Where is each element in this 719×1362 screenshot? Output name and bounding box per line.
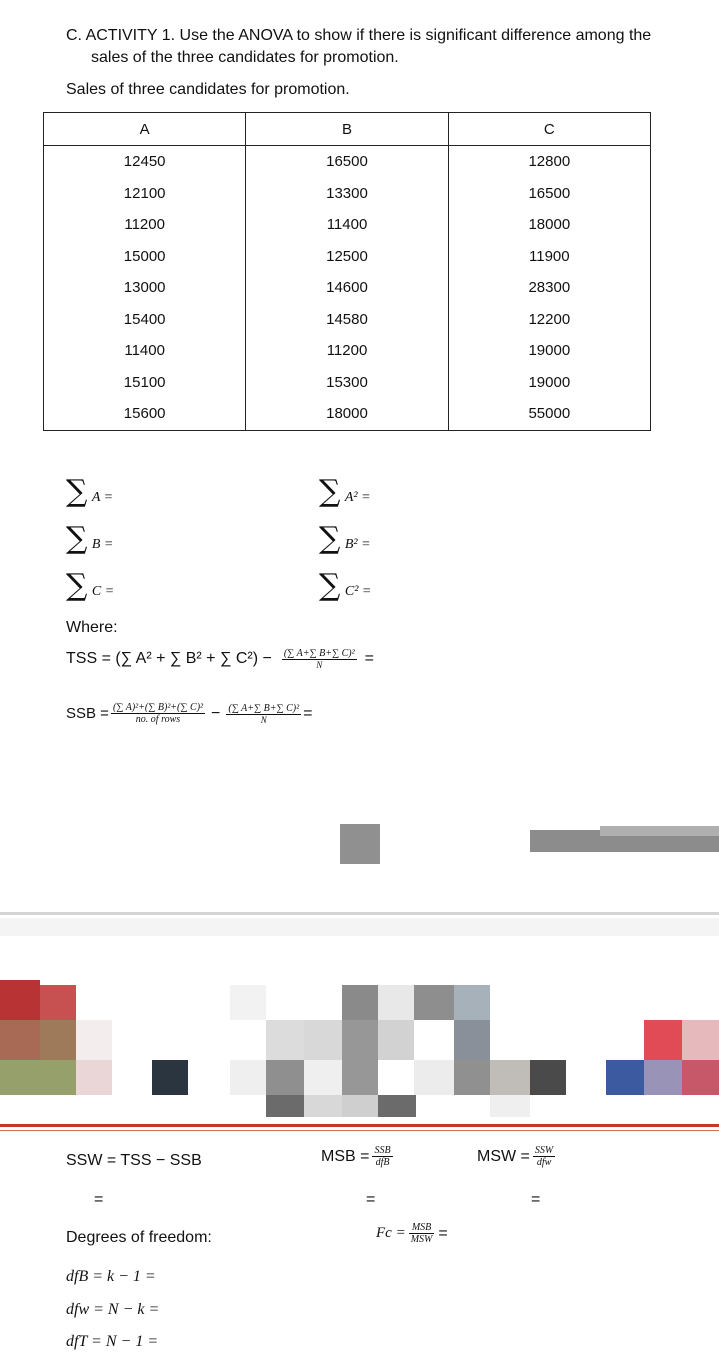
table-cell: 14600 (246, 272, 448, 304)
table-row (44, 209, 651, 241)
tss-equals: = (364, 650, 374, 667)
table-cell: 12100 (44, 178, 246, 210)
table-cell: 18000 (448, 209, 650, 241)
table-cell: 12200 (448, 304, 650, 336)
sigma-icon: ∑ (66, 521, 88, 556)
dft-formula: dfT = N − 1 = (66, 1333, 159, 1350)
msb-numerator: SSB (374, 1145, 391, 1156)
tss-fraction (282, 648, 357, 670)
table-row (44, 335, 651, 367)
fc-equals: = (438, 1224, 448, 1242)
table-cell: 15100 (44, 367, 246, 399)
table-cell: 15000 (44, 241, 246, 273)
sum-c-squared (319, 568, 372, 603)
ssb-label: SSB = (66, 705, 109, 722)
sum-a (66, 474, 114, 509)
table-row (44, 398, 651, 430)
msw-formula (477, 1145, 555, 1168)
ssb-fraction-2 (226, 703, 301, 725)
table-cell: 15300 (246, 367, 448, 399)
table-row (44, 241, 651, 273)
table-cell: 13000 (44, 272, 246, 304)
tss-numerator: (∑ A+∑ B+∑ C)² (283, 648, 355, 659)
fc-denominator: MSW (410, 1234, 433, 1245)
table-cell: 12500 (246, 241, 448, 273)
sum-c-label: C = (91, 584, 115, 599)
table-cell: 11900 (448, 241, 650, 273)
column-header-c: C (448, 113, 650, 146)
table-cell: 11400 (44, 335, 246, 367)
activity-title-line2: sales of the three candidates for promotion. (91, 49, 399, 66)
table-row (44, 272, 651, 304)
table-cell: 16500 (448, 178, 650, 210)
msb-fraction (372, 1145, 392, 1168)
table-row (44, 304, 651, 336)
tss-denominator: N (316, 660, 323, 670)
table-cell: 19000 (448, 335, 650, 367)
msw-denominator: dfw (536, 1157, 552, 1168)
ssb-numerator-2: (∑ A+∑ B+∑ C)² (228, 702, 300, 714)
dfw-formula: dfw = N − k = (66, 1301, 160, 1318)
sum-b (66, 521, 114, 556)
fc-fraction (409, 1222, 435, 1245)
msb-denominator: dfB (375, 1157, 390, 1168)
fc-numerator: MSB (409, 1222, 435, 1234)
table-cell: 28300 (448, 272, 650, 304)
table-cell: 11200 (246, 335, 448, 367)
table-cell: 16500 (246, 146, 448, 178)
table-row (44, 367, 651, 399)
table-cell: 12450 (44, 146, 246, 178)
msw-label: MSW = (477, 1147, 530, 1165)
table-cell: 15600 (44, 398, 246, 430)
sigma-icon: ∑ (319, 474, 341, 509)
fc-formula (376, 1222, 448, 1245)
table-cell: 11200 (44, 209, 246, 241)
ssb-formula (66, 702, 312, 725)
table-cell: 55000 (448, 398, 650, 430)
tss-formula (66, 648, 374, 670)
sigma-icon: ∑ (66, 568, 88, 603)
table-cell: 15400 (44, 304, 246, 336)
table-cell: 19000 (448, 367, 650, 399)
table-cell: 14580 (246, 304, 448, 336)
sum-c2-label: C² = (344, 584, 372, 599)
table-caption: Sales of three candidates for promotion. (66, 81, 350, 98)
table-header-row (44, 113, 651, 146)
sum-a-label: A = (91, 490, 114, 505)
sigma-icon: ∑ (66, 474, 88, 509)
tss-label: TSS = (∑ A² + ∑ B² + ∑ C²) − (66, 650, 272, 667)
ssb-numerator-1: (∑ A)²+(∑ B)²+(∑ C)² (112, 702, 204, 713)
table-cell: 18000 (246, 398, 448, 430)
msb-label: MSB = (321, 1147, 370, 1165)
msw-equals: = (531, 1191, 541, 1208)
msb-equals: = (366, 1191, 376, 1208)
sum-b-squared (319, 521, 371, 556)
sum-b2-label: B² = (344, 537, 371, 552)
column-header-a: A (44, 113, 246, 146)
msw-numerator: SSW (534, 1145, 554, 1156)
ssb-denominator-1: no. of rows (135, 714, 181, 725)
ssb-denominator-2: N (260, 714, 267, 725)
activity-title: C. ACTIVITY 1. Use the ANOVA to show if there is significant difference among the (66, 27, 652, 44)
sales-table (43, 112, 651, 431)
sigma-icon: ∑ (319, 521, 341, 556)
fc-label: Fc = (376, 1225, 406, 1241)
ssb-minus: − (211, 704, 221, 722)
dfb-formula: dfB = k − 1 = (66, 1268, 156, 1285)
ssb-equals: = (303, 704, 313, 722)
sum-a-squared (319, 474, 371, 509)
table-cell: 13300 (246, 178, 448, 210)
where-label: Where: (66, 619, 118, 636)
msb-formula (321, 1145, 393, 1168)
table-cell: 12800 (448, 146, 650, 178)
dof-title: Degrees of freedom: (66, 1229, 212, 1246)
ssw-equals: = (94, 1191, 104, 1208)
table-row (44, 146, 651, 178)
column-header-b: B (246, 113, 448, 146)
ssw-formula: SSW = TSS − SSB (66, 1152, 202, 1169)
ssb-fraction-1 (111, 702, 205, 725)
table-row (44, 178, 651, 210)
sigma-icon: ∑ (319, 568, 341, 603)
sum-b-label: B = (91, 537, 114, 552)
sum-c (66, 568, 115, 603)
sum-a2-label: A² = (344, 490, 371, 505)
msw-fraction (533, 1145, 555, 1168)
table-cell: 11400 (246, 209, 448, 241)
